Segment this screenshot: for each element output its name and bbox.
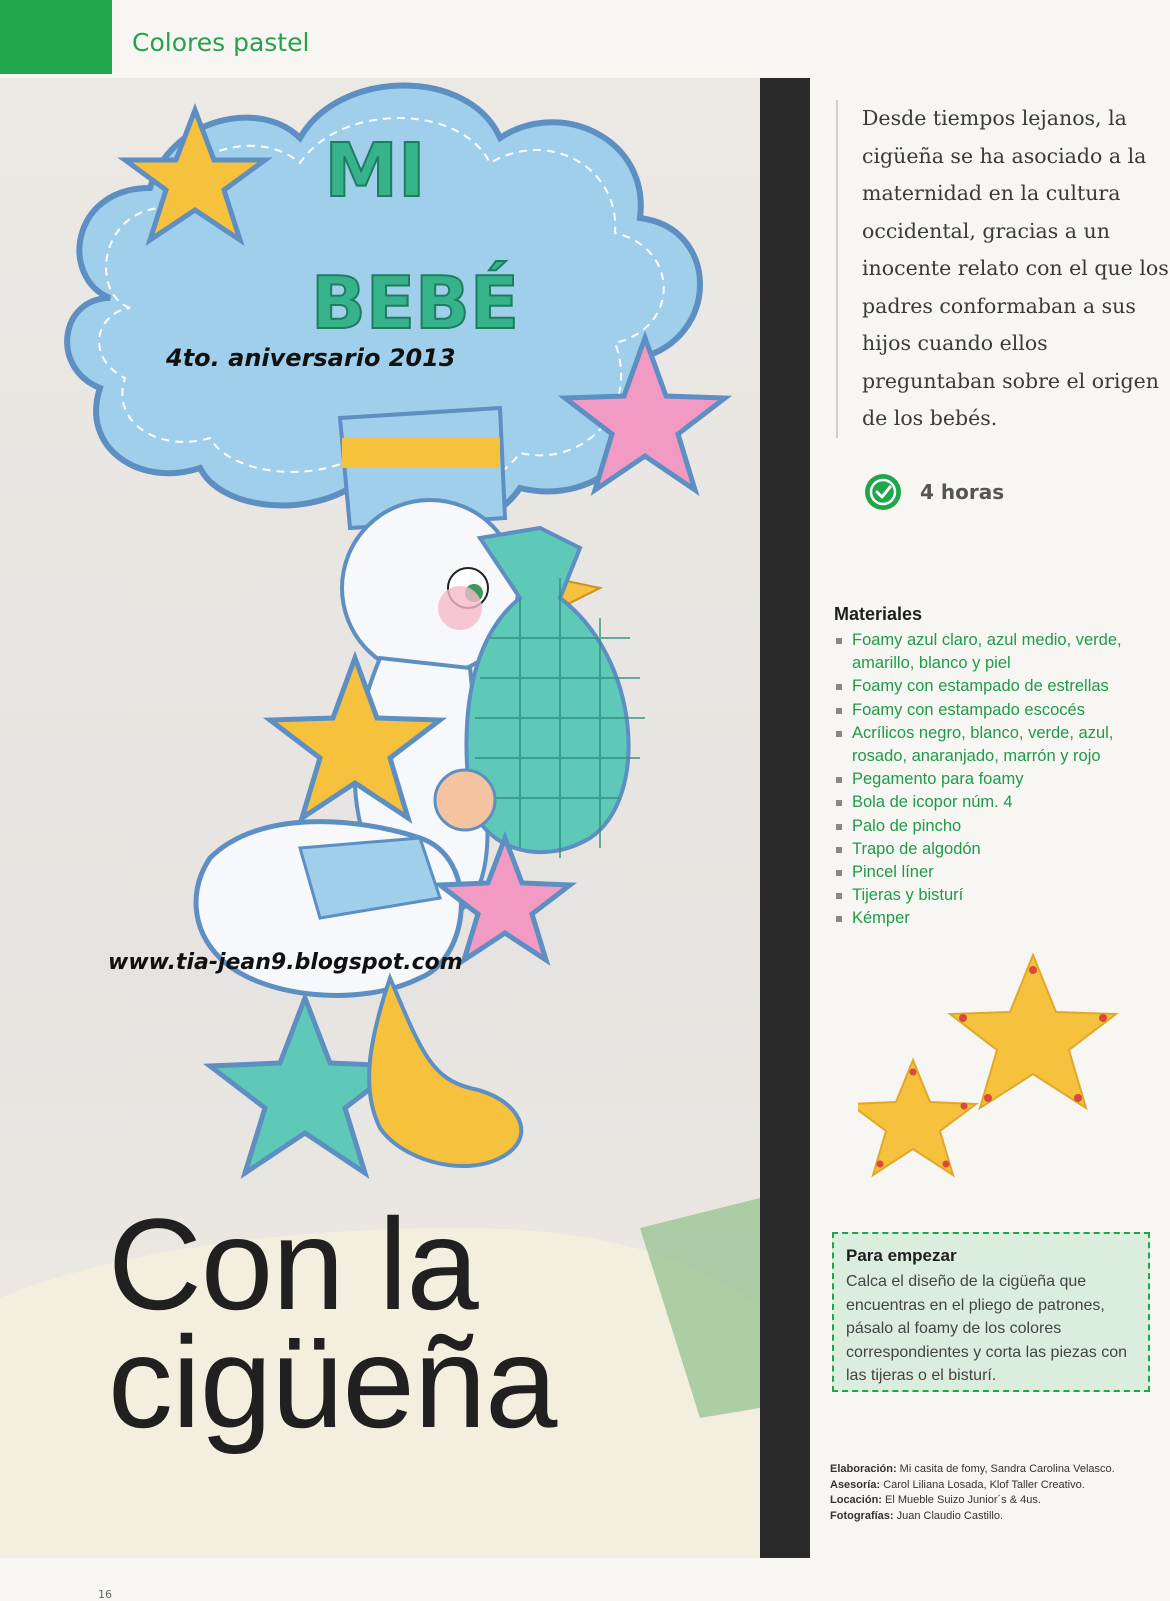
page-number: 16: [98, 1588, 112, 1601]
materials-list: [834, 629, 1164, 931]
list-item: Foamy con estampado de estrellas: [834, 675, 1164, 698]
list-item: Pincel líner: [834, 861, 1164, 884]
credit-line: Fotografías: Juan Claudio Castillo.: [830, 1509, 1004, 1522]
start-box: [832, 1232, 1150, 1392]
list-item: Foamy azul claro, azul medio, verde, amarillo, blanco y piel: [834, 629, 1164, 675]
materials-section: [834, 604, 1164, 931]
sign-line-1: MI: [324, 128, 426, 214]
title-line-1: Con la: [108, 1191, 478, 1337]
sign-line-2: BEBÉ: [310, 261, 520, 345]
list-item: Kémper: [834, 907, 1164, 930]
decorative-stars: [858, 950, 1138, 1180]
page-title: [108, 1191, 557, 1455]
clock-icon: [864, 473, 902, 511]
time-estimate: [864, 473, 1004, 511]
website-overlay: www.tia-jean9.blogspot.com: [108, 950, 463, 975]
intro-paragraph: Desde tiempos lejanos, la cigüeña se ha asociado a la maternidad en la cultura occidental, gracias a un inocente relato con el que los padres conformaban a sus hijos cuando ellos preguntaban sobre el origen de los bebés.: [836, 100, 1170, 438]
list-item: Trapo de algodón: [834, 838, 1164, 861]
time-label: 4 horas: [920, 480, 1005, 504]
list-item: Bola de icopor núm. 4: [834, 791, 1164, 814]
credits: [830, 1462, 1115, 1524]
start-title: Para empezar: [846, 1246, 957, 1265]
list-item: Foamy con estampado escocés: [834, 699, 1164, 722]
anniversary-overlay: 4to. aniversario 2013: [166, 344, 456, 372]
list-item: Palo de pincho: [834, 815, 1164, 838]
list-item: Pegamento para foamy: [834, 768, 1164, 791]
list-item: Acrílicos negro, blanco, verde, azul, rosado, anaranjado, marrón y rojo: [834, 722, 1164, 768]
credit-line: Locación: El Mueble Suizo Junior´s & 4us.: [830, 1494, 1041, 1507]
list-item: Tijeras y bisturí: [834, 884, 1164, 907]
section-label: Colores pastel: [132, 28, 310, 57]
section-tab: [0, 0, 112, 74]
credit-line: Elaboración: Mi casita de fomy, Sandra Carolina Velasco.: [830, 1463, 1115, 1475]
title-line-2: cigüeña: [108, 1309, 557, 1455]
start-text: Calca el diseño de la cigüeña que encuentras en el pliego de patrones, pásalo al foamy de los colores correspondientes y corta las piezas con las tijeras o el bisturí.: [846, 1273, 1128, 1384]
materials-title: Materiales: [834, 604, 923, 624]
credit-line: Asesoría: Carol Liliana Losada, Klof Taller Creativo.: [830, 1478, 1085, 1491]
